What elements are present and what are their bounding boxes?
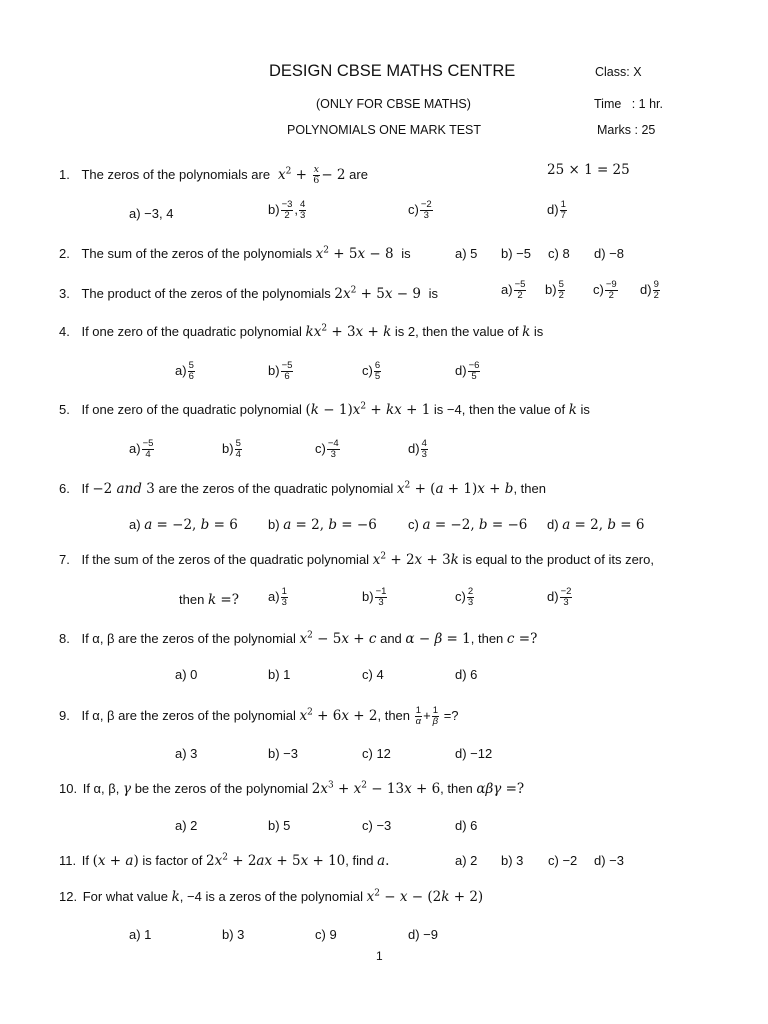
question-1 — [59, 165, 368, 186]
option: c) 12 — [362, 746, 391, 761]
time-label: Time : 1 hr. — [594, 97, 664, 111]
option: c) 9 — [315, 927, 337, 942]
option: b) $\frac{5}{2}$ — [545, 279, 564, 301]
test-name: POLYNOMIALS ONE MARK TEST — [287, 123, 482, 137]
question-6: 6. If −2 and 3 are the zeros of the quadratic polynomial $x^2 + (a + 1)x + b$, then — [59, 480, 546, 497]
option: b) $\frac{-3}{2}$ , $\frac{4}{3}$ — [268, 199, 306, 221]
page-title: DESIGN CBSE MATHS CENTRE — [269, 62, 516, 80]
question-12: 12. For what value k, −4 is a zeros of the polynomial $x^2 - x - (2k + 2)$ — [59, 888, 484, 905]
option: b) $\frac{-5}{6}$ — [268, 360, 293, 382]
option: d) $\frac{4}{3}$ — [408, 438, 427, 460]
option: d) 6 — [455, 667, 478, 682]
subtitle: (ONLY FOR CBSE MATHS) — [316, 97, 471, 111]
option: d) $\frac{-6}{5}$ — [455, 360, 480, 382]
option: c) $\frac{-9}{2}$ — [593, 279, 617, 301]
option: b) 3 — [501, 853, 524, 868]
option: b) −3 — [268, 746, 298, 761]
option: a) $\frac{1}{3}$ — [268, 586, 287, 608]
option: a) 1 — [129, 927, 152, 942]
option: a) 5 — [455, 246, 478, 261]
math-expression: $x^2$ + $\frac{x}{6}$ − 2 — [278, 164, 346, 186]
question-7: 7. If the sum of the zeros of the quadratic polynomial $x^2 + 2x + 3k$ is equal to the product of its zero, — [59, 551, 654, 568]
question-text: The zeros of the polynomials are — [81, 166, 271, 182]
option: c) a = −2, b = −6 — [408, 517, 528, 533]
option: a) $\frac{-5}{2}$ — [501, 279, 526, 301]
option: d) −8 — [594, 246, 624, 261]
question-number: 1. — [59, 166, 70, 182]
option: c) 4 — [362, 667, 384, 682]
option: a) a = −2, b = 6 — [129, 517, 238, 533]
option: c) $\frac{-4}{3}$ — [315, 438, 339, 460]
question-4: 4. If one zero of the quadratic polynomial $kx^2 + 3x + k$ is 2, then the value of k is — [59, 323, 544, 340]
question-8: 8. If α, β are the zeros of the polynomial $x^2 - 5x + c$ and α − β = 1, then c =? — [59, 630, 538, 647]
class-label: Class: X — [595, 65, 642, 79]
option: a) 2 — [175, 818, 198, 833]
option: d) a = 2, b = 6 — [547, 517, 645, 533]
option: c) $\frac{6}{5}$ — [362, 360, 381, 382]
option: b) 1 — [268, 667, 291, 682]
question-7-line2: then k =? — [179, 592, 239, 608]
option: a) 3 — [175, 746, 198, 761]
option: b) −5 — [501, 246, 531, 261]
option: a) 0 — [175, 667, 198, 682]
question-11: 11. If (x + a) is factor of $2x^2 + 2ax + 5x + 10$, find a. — [59, 852, 390, 869]
option: b) 3 — [222, 927, 245, 942]
option: b) a = 2, b = −6 — [268, 517, 377, 533]
option: c) −2 — [548, 853, 578, 868]
option: a) −3, 4 — [129, 206, 174, 221]
option: b) $\frac{5}{4}$ — [222, 438, 241, 460]
option: d) −12 — [455, 746, 493, 761]
option: a) $\frac{-5}{4}$ — [129, 438, 154, 460]
option: d) $\frac{1}{7}$ — [547, 199, 566, 221]
option: d) 6 — [455, 818, 478, 833]
marks-formula: 25 × 1 = 25 — [547, 162, 630, 178]
question-3: 3. The product of the zeros of the polynomials $2x^2 + 5x - 9$ is — [59, 285, 438, 302]
option: b) $\frac{-1}{3}$ — [362, 586, 387, 608]
question-10: 10. If α, β, γ be the zeros of the polynomial $2x^3 + x^2 - 13x + 6$, then αβγ =? — [59, 780, 525, 797]
option: d) $\frac{-2}{3}$ — [547, 586, 572, 608]
marks-label: Marks : 25 — [597, 123, 656, 137]
option: b) 5 — [268, 818, 291, 833]
option: c) 8 — [548, 246, 570, 261]
option: d) $\frac{9}{2}$ — [640, 279, 659, 301]
option: d) −9 — [408, 927, 438, 942]
question-text: are — [349, 166, 368, 182]
option: a) $\frac{5}{6}$ — [175, 360, 194, 382]
option: c) −3 — [362, 818, 392, 833]
option: c) $\frac{-2}{3}$ — [408, 199, 432, 221]
page-number: 1 — [376, 949, 383, 963]
question-9: 9. If α, β are the zeros of the polynomial $x^2 + 6x + 2$, then $\frac{1}{\alpha}$ + $\frac{1}{\beta}$ =? — [59, 705, 459, 727]
option: a) 2 — [455, 853, 478, 868]
option: d) −3 — [594, 853, 624, 868]
question-2: 2. The sum of the zeros of the polynomials $x^2 + 5x - 8$ is — [59, 245, 411, 262]
question-5: 5. If one zero of the quadratic polynomial $(k - 1)x^2$ + kx + 1 is −4, then the value of k is — [59, 401, 590, 418]
option: c) $\frac{2}{3}$ — [455, 586, 474, 608]
